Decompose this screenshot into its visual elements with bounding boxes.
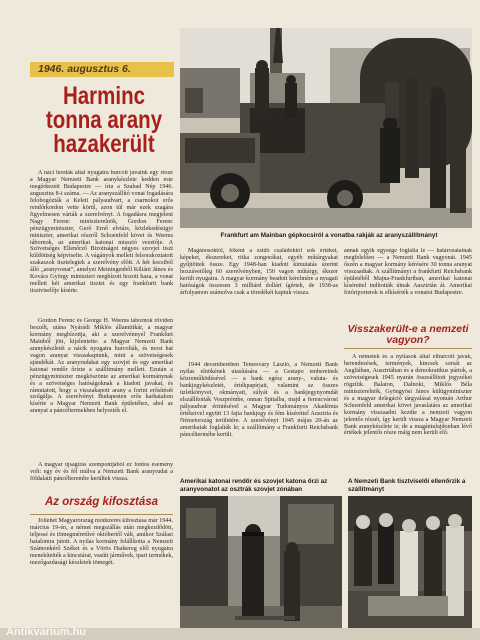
- photo-bank-officials: [348, 496, 472, 630]
- headline: Harminc tonna arany hazakerült: [45, 82, 163, 158]
- article-column-3: annak egyik egysége foglalta le — határozatainak megfelelően — a Nemzeti Bank vagyonát. 1945 őszén a magyar kormány kérésére 30 tonna aranyat visszaadtak. A szállítmányt a frankfurti Reichsbank épületéből Majna-Frankfurtban, amerikai katonai kísérettel indították útnak Ausztrián át. Amerikai fotóriporterek is elkísérték a vonatot Budapestre.: [344, 248, 472, 296]
- photo-guards-train: [180, 496, 342, 630]
- caption-bottom-right: A Nemzeti Bank tisztviselői ellenőrzik a szállítmányt: [348, 478, 466, 493]
- article-column-1-section-2: Jóllehet Magyarország módszeres kifosztása már 1944. március 19-én, a német megszállás után megkezdődött, teljessé és tömegméretűvé októbertől vált, amikor Szálasi hatalomra jutott. A nyilas kormány felállította a Nemzeti Számonkérő Széket és a Vörös Hadsereg elől nyugatra menekítették a kincstárat, vasúti járművek, ipari termékek, mezőgazdasági készletek tömegét.: [30, 518, 173, 566]
- subhead-right-rule: [344, 348, 472, 349]
- article-column-3-continued: A németek és a nyilasok által elhurcolt javak, berendezések, termények, kincsek sorsát az Angliában, Ausztriában és a demokratikus pártok, a szövetségesek 1945 nyarán összeállított jegyzékei rögzítik. Balaton, Dalnoki, Miklós Béla miniszterelnök, Gyöngyösi János külügyminiszter és a magyar delegáció tárgyalásai nyomán Arthur Schoenfeld amerikai követ javaslatára az amerikai kormány visszaadni kezdte a nemzeti vagyon jelentős részét, így került vissza a Magyar Nemzeti Bank aranykészlete is; de a magántulajdonban lévő értékek jelentős része máig nem került elő.: [344, 354, 472, 437]
- subhead-national-wealth: Visszakerült-e a nemzeti vagyon?: [347, 323, 469, 346]
- watermark-logo: Antikvarium.hu: [6, 626, 87, 638]
- article-column-2-continued: 1944 decemberében Temesváry László, a Nemzeti Bank nyilas elnökének utasítására — a Gestapo embereinek közreműködésével — a bank egész arany-, valuta- és bankjegykészletét, értékpapírjait, valamint az összes üzletkönyvet, okmányait, súlyát és a bankjegynyomdát elszállították Veszprémbe, onnan Spitalba, majd a ferencvárosi pályaudvar érintésével a Magyar Tudományos Akadémia értékeivel együtt 13 fajta bankjegy és fém kísérettel Ausztria és Németország területére. A szerelvényt 1945 május 20-án az amerikaiak foglalták le; a szállítmány a Frankfurti Reichsbank páncéltermébe került.: [180, 362, 338, 438]
- article-column-1: A náci hordák által nyugatra hurcolt javaink egy része a Magyar Nemzeti Bank aranykészlete kedden este megérkezett Budapestre — írta a Szabad Nép 1946. augusztus 8-i száma. — Az aranyszállító vonat fogadására felobogózták a Keleti pályaudvart, a csarnokot erős rendőrkordon vette körül, azon túl már ezek szagára figyelmesen várták a szerelvényt. A fogadásra megjelent Nagy Ferenc miniszterelnök, Gordon Ferenc pénzügyminiszter, Gerő Ernő elvtárs, közlekedésügyi miniszter, amerikai részről Schoenfeld követ és Weems tábornok, az amerikai katonai misszió vezetője. A Szövetséges Ellenőrző Bizottságot négyes szovjet tiszt küldöttség képviselte. A vágányok mellett felsorakoztatott szakaszok tisztelegtek a szerelvény előtt. A hét kocsiból álló „aranyvonat”, amelyet Meiningenből Kiliáni János és Kovács György miniszteri megbízott hozott haza, a vonat mellett két amerikai tisztet és egy frankfurti bank tisztviselője kísérte.: [30, 170, 173, 295]
- subhead-country-plunder: Az ország kifosztása: [44, 496, 159, 508]
- article-column-2: Magánosoktól, főként a zsidó családoktól sok értéket, képeket, ékszereket, ritka zongorákat, egyéb műtárgyakat gyűjtöttek össze. Egy 1948-ban kiadott kimutatás szerint hozzávetőleg 60 szerelvényben, 150 vagon műtárgy, ékszer került nyugatra. A magyar kormány beadott kérelmére a nyugati hatóságok összesen 3 milliárd dollárt ígértek, de 1938-as árfolyamon számolva csak a töredékét kaptuk vissza.: [180, 248, 338, 296]
- photo-truck-loading: [180, 28, 472, 228]
- subhead-rule: [30, 514, 173, 515]
- caption-bottom-left: Amerikai katonai rendőr és szovjet katona őrzi az aranyvonatot az osztrák szovjet zónában: [180, 478, 328, 493]
- dateline: 1946. augusztus 6.: [30, 62, 174, 77]
- article-column-1-continued: Gordon Ferenc és George H. Weems tábornok röviden beszélt, utána Nyárádi Miklós államtitkár, a magyar kormány megbízottja, aki a szerelvénnyel Frankfurt Mainból jött, kijelentette: a Magyar Nemzeti Bank aranykészletét a nácik nyugatra hurcolták, és most hat vagon aranyat visszakaptunk, mint a szövetségesek ajándékát. Az aranyrudakat egy szovjet és egy amerikai katonai rendőr őrizte a szállítmány mellett. Ezután a pénzügyminiszter megköszönte az amerikai kormánynak és a szövetséges hatóságoknak a kiadott javakat, és rámutatott, hogy a visszakapott arany a forint erősítését szolgálja. A szerelvényt Budapesten erős karhatalom kísérte a Magyar Nemzeti Bank épületéhez, ahol az aranyat a páncéltermekben helyezték el.: [30, 318, 173, 415]
- article-column-1-end: A magyar újságírás szempontjából ez fontos esemény volt: egy év és fél múlva a Nemzeti Bank aranyrudai a földalatti páncélterembe kerültek vissza.: [30, 462, 173, 482]
- caption-top-photo: Frankfurt am Mainban gépkocsiról a vonatba rakják az aranyszállítmányt: [220, 232, 438, 239]
